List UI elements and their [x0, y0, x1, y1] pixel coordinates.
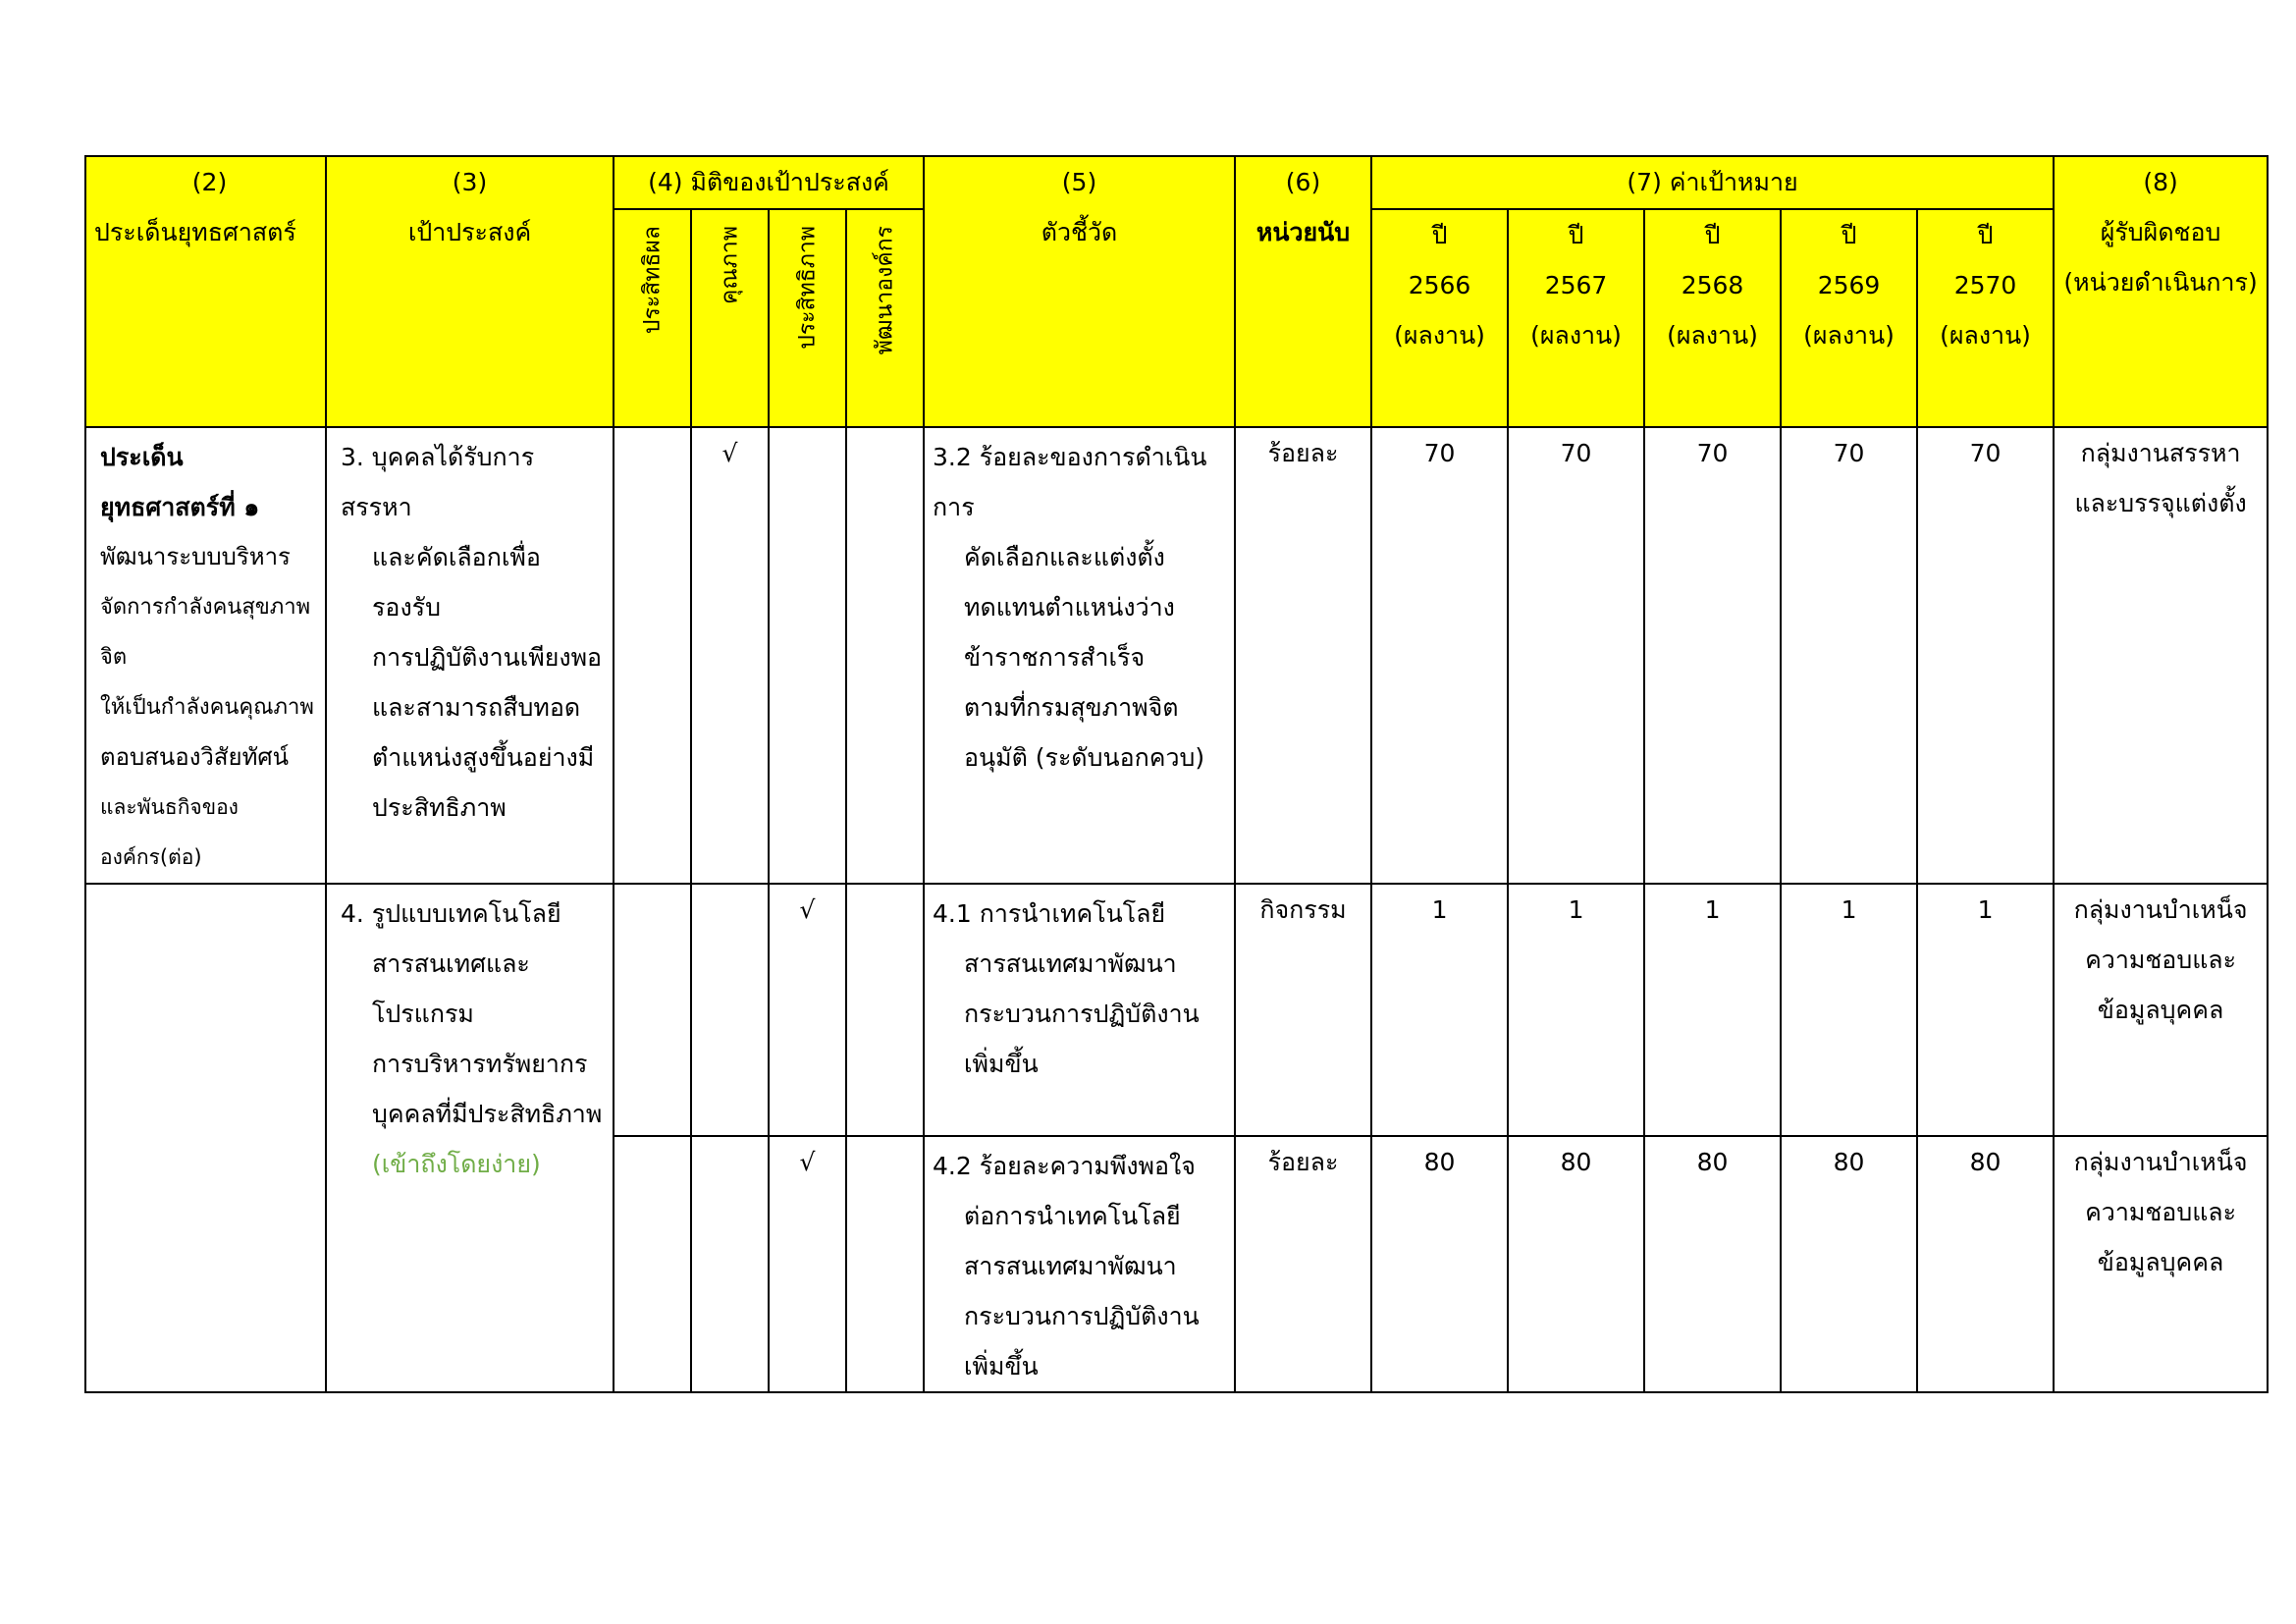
mark-org-development [846, 884, 924, 1136]
goal-note: (เข้าถึงโดยง่าย) [372, 1150, 541, 1178]
header-dimension: (4) มิติของเป้าประสงค์ [614, 156, 924, 209]
header-indicator: (5) ตัวชี้วัด [924, 156, 1235, 427]
header-target: (7) ค่าเป้าหมาย [1371, 156, 2054, 209]
mark-org-development [846, 1136, 924, 1392]
dimension-effectiveness: ประสิทธิผล [614, 209, 691, 427]
strategy-table [84, 155, 2269, 1393]
unit-cell: กิจกรรม [1235, 884, 1371, 1136]
strategy-cell: ประเด็น ยุทธศาสตร์ที่ ๑ พัฒนาระบบบริหาร จัดการกำลังคนสุขภาพจิต ให้เป็นกำลังคนคุณภาพ ตอบสนองวิสัยทัศน์ และพันธกิจขององค์กร(ต่อ) [85, 427, 326, 884]
dimension-efficiency: ประสิทธิภาพ [769, 209, 846, 427]
year-2566: ปี 2566 (ผลงาน) [1371, 209, 1508, 427]
owner-cell: กลุ่มงานบำเหน็จ ความชอบและ ข้อมูลบุคคล [2054, 1136, 2268, 1392]
check-mark: √ [769, 884, 846, 1136]
year-2570: ปี 2570 (ผลงาน) [1917, 209, 2054, 427]
target-cell: 1 [1508, 884, 1644, 1136]
target-cell: 80 [1917, 1136, 2054, 1392]
unit-cell: ร้อยละ [1235, 427, 1371, 884]
target-cell: 1 [1371, 884, 1508, 1136]
check-mark: √ [691, 427, 769, 884]
mark-quality [691, 884, 769, 1136]
target-cell: 80 [1644, 1136, 1781, 1392]
header-owner: (8) ผู้รับผิดชอบ (หน่วยดำเนินการ) [2054, 156, 2268, 427]
year-2568: ปี 2568 (ผลงาน) [1644, 209, 1781, 427]
target-cell: 70 [1917, 427, 2054, 884]
owner-cell: กลุ่มงานสรรหา และบรรจุแต่งตั้ง [2054, 427, 2268, 884]
table-row [85, 427, 2268, 884]
year-2567: ปี 2567 (ผลงาน) [1508, 209, 1644, 427]
header-goal: (3) เป้าประสงค์ [326, 156, 614, 427]
target-cell: 1 [1644, 884, 1781, 1136]
check-mark: √ [769, 1136, 846, 1392]
indicator-cell: 4.1 การนำเทคโนโลยี สารสนเทศมาพัฒนา กระบวนการปฏิบัติงาน เพิ่มขึ้น [924, 884, 1235, 1136]
indicator-cell: 4.2 ร้อยละความพึงพอใจ ต่อการนำเทคโนโลยี สารสนเทศมาพัฒนา กระบวนการปฏิบัติงาน เพิ่มขึ้น [924, 1136, 1235, 1392]
header-strategy: (2) ประเด็นยุทธศาสตร์ [85, 156, 326, 427]
target-cell: 80 [1781, 1136, 1917, 1392]
target-cell: 70 [1644, 427, 1781, 884]
header-unit: (6) หน่วยนับ [1235, 156, 1371, 427]
mark-effectiveness [614, 884, 691, 1136]
mark-org-development [846, 427, 924, 884]
target-cell: 80 [1508, 1136, 1644, 1392]
target-cell: 80 [1371, 1136, 1508, 1392]
mark-effectiveness [614, 427, 691, 884]
target-cell: 1 [1781, 884, 1917, 1136]
target-cell: 70 [1781, 427, 1917, 884]
unit-cell: ร้อยละ [1235, 1136, 1371, 1392]
dimension-quality: คุณภาพ [691, 209, 769, 427]
indicator-cell: 3.2 ร้อยละของการดำเนินการ คัดเลือกและแต่งตั้ง ทดแทนตำแหน่งว่าง ข้าราชการสำเร็จ ตามที่กรมสุขภาพจิต อนุมัติ (ระดับนอกควบ) [924, 427, 1235, 884]
mark-efficiency [769, 427, 846, 884]
mark-effectiveness [614, 1136, 691, 1392]
year-2569: ปี 2569 (ผลงาน) [1781, 209, 1917, 427]
target-cell: 70 [1371, 427, 1508, 884]
mark-quality [691, 1136, 769, 1392]
dimension-org-development: พัฒนาองค์กร [846, 209, 924, 427]
owner-cell: กลุ่มงานบำเหน็จ ความชอบและ ข้อมูลบุคคล [2054, 884, 2268, 1136]
target-cell: 70 [1508, 427, 1644, 884]
strategy-cell-empty [85, 884, 326, 1392]
goal-cell: 4. รูปแบบเทคโนโลยี สารสนเทศและโปรแกรม การบริหารทรัพยากร บุคคลที่มีประสิทธิภาพ (เข้าถึงโดยง่าย) [326, 884, 614, 1392]
target-cell: 1 [1917, 884, 2054, 1136]
table-row [85, 884, 2268, 1136]
goal-cell: 3. บุคคลได้รับการสรรหา และคัดเลือกเพื่อรองรับ การปฏิบัติงานเพียงพอ และสามารถสืบทอด ตำแหน่งสูงขึ้นอย่างมี ประสิทธิภาพ [326, 427, 614, 884]
